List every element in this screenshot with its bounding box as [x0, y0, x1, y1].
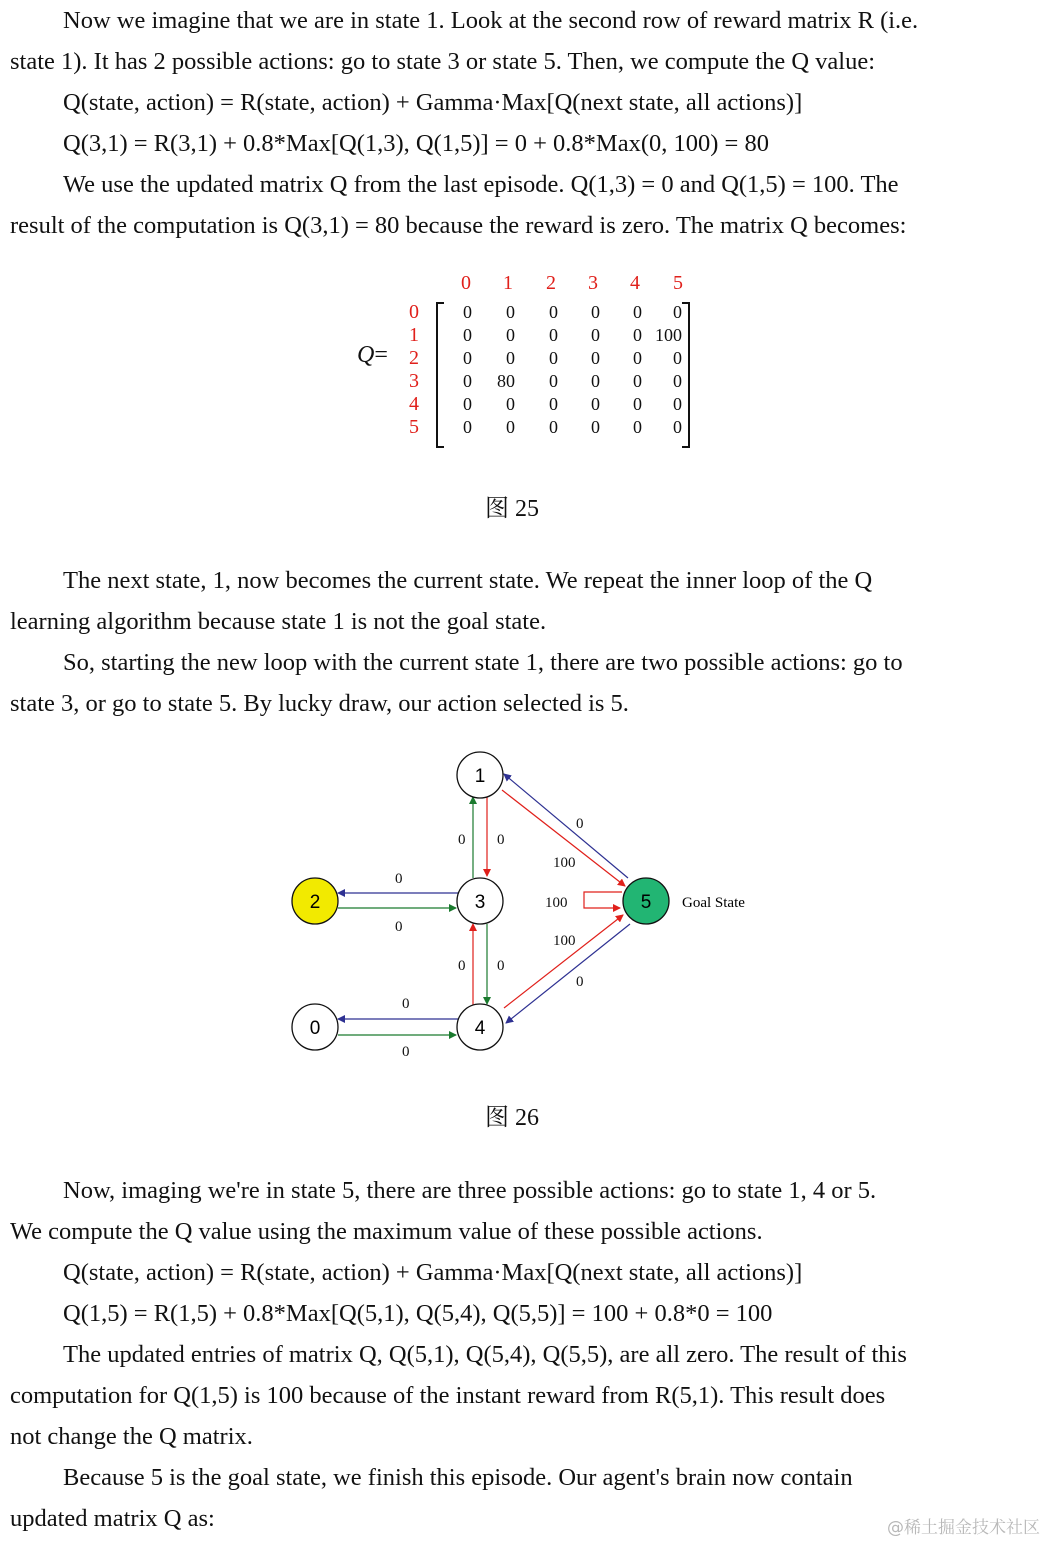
- text-line: updated matrix Q as:: [10, 1505, 215, 1532]
- matrix-cell: 0: [463, 325, 472, 345]
- edge-label: 100: [553, 855, 576, 871]
- edge-label: 0: [497, 958, 505, 974]
- matrix-cell: 0: [673, 371, 682, 391]
- matrix-cell: 0: [591, 371, 600, 391]
- matrix-cell: 0: [549, 325, 558, 345]
- svg-text:5: 5: [640, 892, 652, 913]
- matrix-cell: 0: [633, 394, 642, 414]
- matrix-cell: 0: [463, 371, 472, 391]
- matrix-cell: 0: [591, 417, 600, 437]
- matrix-cell: 0: [506, 417, 515, 437]
- edge-label: 0: [395, 871, 403, 887]
- text-line: state 3, or go to state 5. By lucky draw, our action selected is 5.: [10, 690, 629, 717]
- matrix-cell: 0: [506, 325, 515, 345]
- text-line: The next state, 1, now becomes the current state. We repeat the inner loop of the Q: [63, 567, 873, 594]
- state-node-3: [457, 878, 503, 924]
- matrix-cell: 0: [506, 302, 515, 322]
- text-line: We compute the Q value using the maximum value of these possible actions.: [10, 1218, 763, 1245]
- matrix-row-label: 4: [409, 393, 419, 415]
- equation-q-update: Q(state, action) = R(state, action) + Gamma·Max[Q(next state, all actions)]: [63, 89, 803, 116]
- edge-label: 0: [497, 832, 505, 848]
- matrix-cell: 0: [549, 371, 558, 391]
- paragraph-new-loop: [10, 642, 1032, 724]
- matrix-right-bracket: [682, 302, 690, 448]
- edge-5-to-5: [584, 892, 622, 908]
- matrix-cell: 0: [591, 302, 600, 322]
- matrix-row-label: 3: [409, 370, 419, 392]
- matrix-cell: 0: [673, 394, 682, 414]
- matrix-row-label: 5: [409, 416, 419, 438]
- matrix-cell: 80: [497, 371, 515, 391]
- matrix-cell: 0: [506, 394, 515, 414]
- text-line: learning algorithm because state 1 is not the goal state.: [10, 608, 547, 635]
- svg-text:4: 4: [474, 1018, 486, 1039]
- text-line: The updated entries of matrix Q, Q(5,1), Q(5,4), Q(5,5), are all zero. The result of this: [63, 1341, 907, 1368]
- matrix-cell: 0: [673, 302, 682, 322]
- text-line: result of the computation is Q(3,1) = 80 because the reward is zero. The matrix Q becomes:: [10, 212, 907, 239]
- watermark: @稀土掘金技术社区: [887, 1518, 1040, 1538]
- goal-state-label: Goal State: [682, 895, 745, 911]
- matrix-label: Q=: [357, 342, 388, 368]
- text-line: So, starting the new loop with the current state 1, there are two possible actions: go to: [63, 649, 903, 676]
- equation-q31: Q(3,1) = R(3,1) + 0.8*Max[Q(1,3), Q(1,5)] = 0 + 0.8*Max(0, 100) = 80: [63, 130, 769, 157]
- text-line: not change the Q matrix.: [10, 1423, 253, 1450]
- svg-text:1: 1: [474, 766, 486, 787]
- matrix-cell: 0: [463, 394, 472, 414]
- matrix-row-label: 0: [409, 301, 419, 323]
- matrix-cell: 0: [549, 302, 558, 322]
- figure-caption-25: 图 25: [485, 496, 539, 522]
- matrix-cell: 0: [463, 348, 472, 368]
- edge-label: 0: [576, 816, 584, 832]
- paragraph-state-5: [10, 1170, 1032, 1252]
- matrix-cell: 0: [673, 348, 682, 368]
- matrix-col-label: 3: [588, 272, 598, 294]
- edge-1-to-5: [502, 790, 625, 886]
- matrix-cell: 0: [633, 348, 642, 368]
- matrix-cell: 0: [463, 417, 472, 437]
- matrix-cell: 0: [591, 325, 600, 345]
- edge-label: 100: [545, 895, 568, 911]
- matrix-cell: 0: [633, 371, 642, 391]
- text-line: Because 5 is the goal state, we finish this episode. Our agent's brain now contain: [63, 1464, 853, 1491]
- state-node-5-goal: [623, 878, 669, 924]
- state-graph: [280, 740, 780, 1070]
- matrix-cell: 0: [549, 348, 558, 368]
- svg-text:0: 0: [309, 1018, 321, 1039]
- edge-label: 0: [458, 958, 466, 974]
- edge-label: 0: [395, 919, 403, 935]
- state-node-4: [457, 1004, 503, 1050]
- matrix-cell: 0: [549, 417, 558, 437]
- matrix-row-label: 2: [409, 347, 419, 369]
- edge-label: 100: [553, 933, 576, 949]
- text-line: We use the updated matrix Q from the last episode. Q(1,3) = 0 and Q(1,5) = 100. The: [63, 171, 899, 198]
- svg-text:2: 2: [309, 892, 321, 913]
- edge-4-to-5: [504, 915, 623, 1008]
- figure-caption-26: 图 26: [485, 1105, 539, 1131]
- paragraph-updated-matrix: [10, 164, 1032, 246]
- equation-q15: Q(1,5) = R(1,5) + 0.8*Max[Q(5,1), Q(5,4), Q(5,5)] = 100 + 0.8*0 = 100: [63, 1300, 773, 1327]
- edge-label: 0: [402, 1044, 410, 1060]
- matrix-col-label: 1: [503, 272, 513, 294]
- matrix-col-label: 5: [673, 272, 683, 294]
- svg-text:3: 3: [474, 892, 486, 913]
- matrix-cell: 0: [673, 417, 682, 437]
- matrix-cell: 0: [633, 417, 642, 437]
- matrix-cell: 0: [506, 348, 515, 368]
- q-matrix: [340, 262, 720, 452]
- matrix-cell: 0: [591, 394, 600, 414]
- matrix-cell: 0: [633, 325, 642, 345]
- matrix-cell: 100: [655, 325, 682, 345]
- paragraph-intro: [10, 0, 1032, 82]
- state-node-2: [292, 878, 338, 924]
- matrix-cell: 0: [463, 302, 472, 322]
- paragraph-goal-state: [10, 1457, 1032, 1539]
- text-line: Now, imaging we're in state 5, there are three possible actions: go to state 1, 4 or 5.: [63, 1177, 877, 1204]
- text-line: state 1). It has 2 possible actions: go to state 3 or state 5. Then, we compute the Q value:: [10, 48, 876, 75]
- matrix-cell: 0: [591, 348, 600, 368]
- edge-label: 0: [576, 974, 584, 990]
- matrix-col-label: 0: [461, 272, 471, 294]
- paragraph-next-state: [10, 560, 1032, 642]
- matrix-row-label: 1: [409, 324, 419, 346]
- state-node-0: [292, 1004, 338, 1050]
- edge-label: 0: [458, 832, 466, 848]
- matrix-cell: 0: [549, 394, 558, 414]
- edge-label: 0: [402, 996, 410, 1012]
- equation-q-update-2: Q(state, action) = R(state, action) + Gamma·Max[Q(next state, all actions)]: [63, 1259, 803, 1286]
- text-line: computation for Q(1,5) is 100 because of the instant reward from R(5,1). This result does: [10, 1382, 886, 1409]
- state-node-1: [457, 752, 503, 798]
- matrix-col-label: 4: [630, 272, 640, 294]
- matrix-col-label: 2: [546, 272, 556, 294]
- text-line: Now we imagine that we are in state 1. Look at the second row of reward matrix R (i.e.: [63, 7, 919, 34]
- paragraph-updated-entries: [10, 1334, 1032, 1457]
- matrix-cell: 0: [633, 302, 642, 322]
